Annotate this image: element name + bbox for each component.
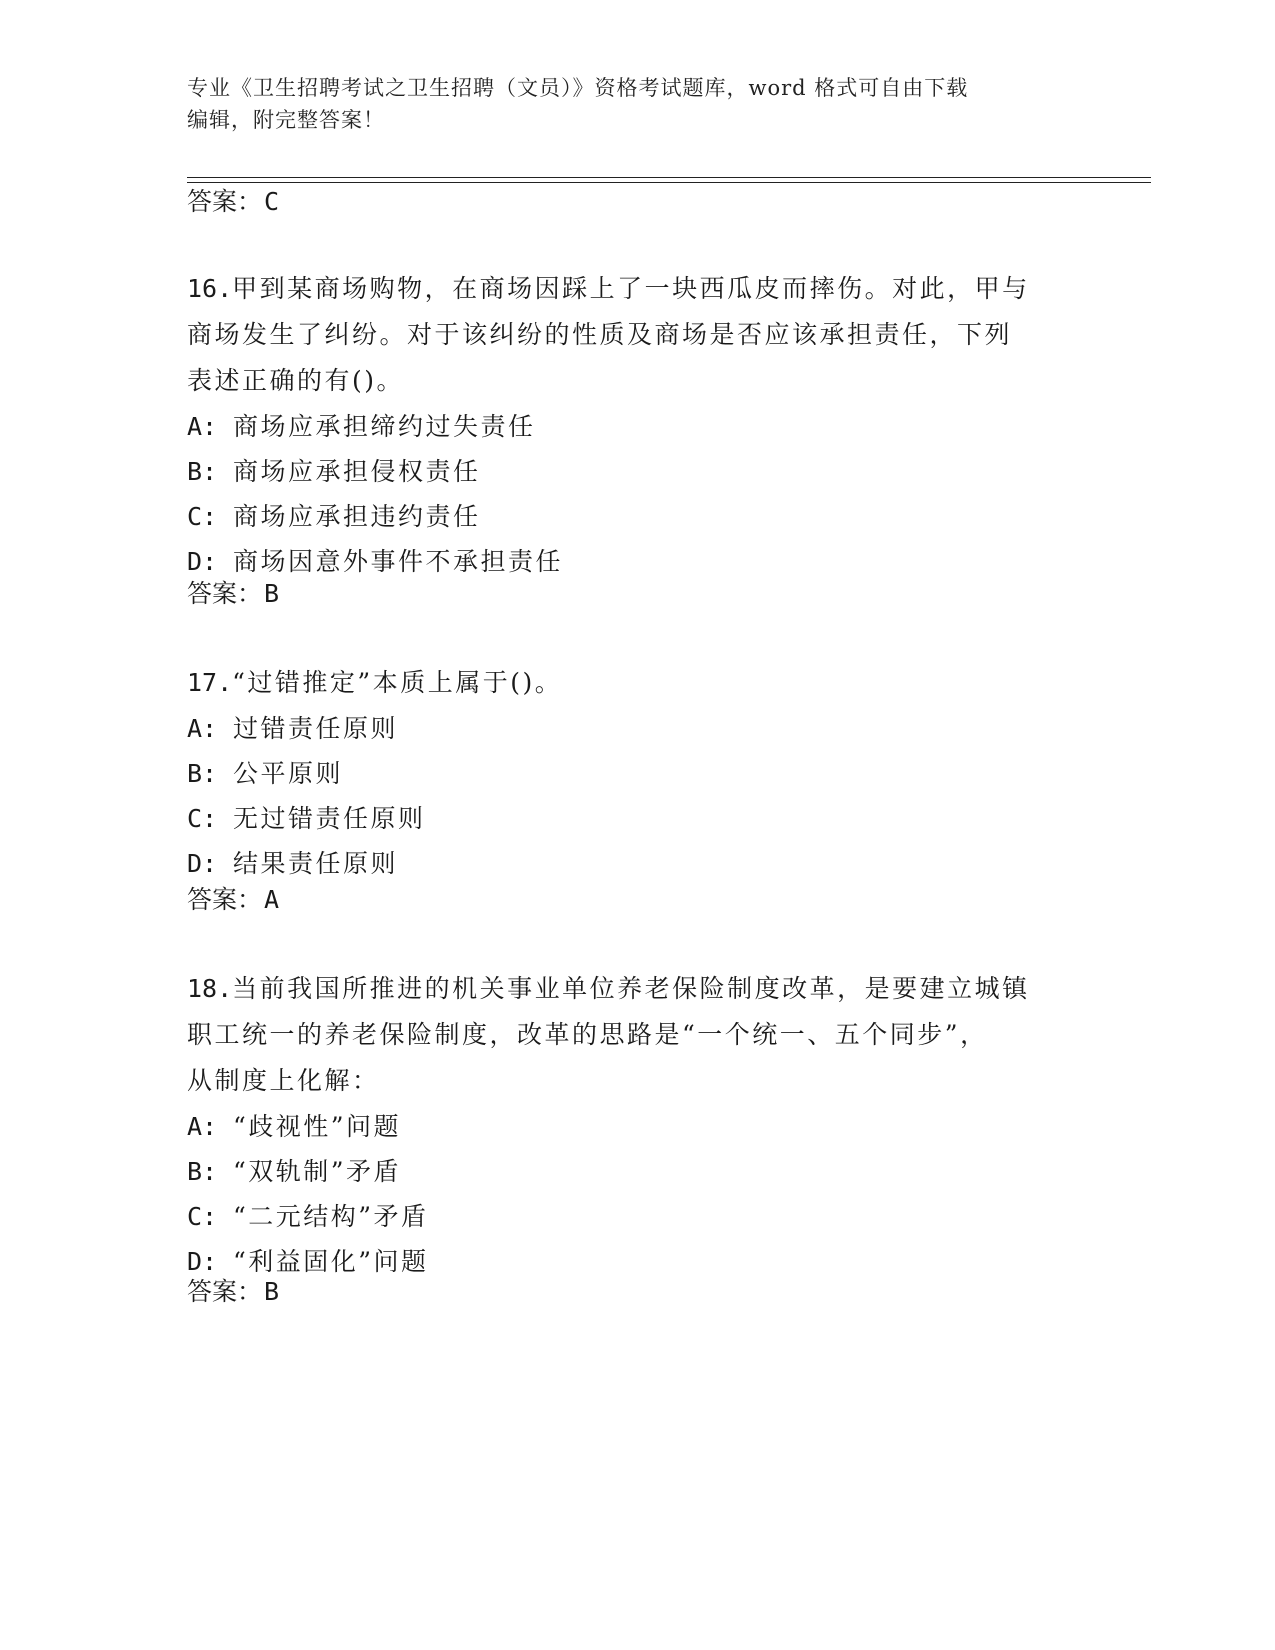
question-stem xyxy=(187,966,1087,1012)
option-text: “利益固化”问题 xyxy=(233,1247,429,1276)
question-stem xyxy=(187,660,1087,706)
option-c xyxy=(187,494,1087,539)
option-text: 商场应承担侵权责任 xyxy=(233,457,481,486)
question-line: 甲到某商场购物，在商场因踩上了一块西瓜皮而摔伤。对此，甲与 xyxy=(232,274,1030,303)
option-text: “歧视性”问题 xyxy=(233,1112,402,1141)
answer-18 xyxy=(187,1276,279,1308)
option-key: B: xyxy=(187,457,218,486)
option-a xyxy=(187,706,1087,751)
option-b xyxy=(187,449,1087,494)
answer-value: B xyxy=(264,579,280,608)
option-text: 商场应承担违约责任 xyxy=(233,502,481,531)
answer-value: C xyxy=(264,187,280,216)
option-key: D: xyxy=(187,547,218,576)
option-text: 无过错责任原则 xyxy=(233,804,426,833)
option-c xyxy=(187,796,1087,841)
option-key: D: xyxy=(187,849,218,878)
question-number: 18. xyxy=(187,974,233,1003)
option-text: 结果责任原则 xyxy=(233,849,399,878)
option-key: D: xyxy=(187,1247,218,1276)
answer-label: 答案： xyxy=(187,1277,263,1306)
option-key: B: xyxy=(187,1157,218,1186)
question-number: 17. xyxy=(187,668,233,697)
question-line: 职工统一的养老保险制度，改革的思路是“一个统一、五个同步”， xyxy=(187,1020,988,1049)
option-key: C: xyxy=(187,804,218,833)
answer-previous xyxy=(187,186,279,218)
question-18 xyxy=(187,966,1087,1284)
option-b xyxy=(187,751,1087,796)
option-d xyxy=(187,1239,1087,1284)
option-text: 过错责任原则 xyxy=(233,714,399,743)
question-17 xyxy=(187,660,1087,886)
header-line-1: 专业《卫生招聘考试之卫生招聘（文员）》资格考试题库，word 格式可自由下载 xyxy=(187,76,969,100)
question-stem xyxy=(187,266,1087,312)
option-text: “双轨制”矛盾 xyxy=(233,1157,402,1186)
question-16 xyxy=(187,266,1087,584)
question-line: 从制度上化解： xyxy=(187,1066,380,1095)
answer-value: A xyxy=(264,885,280,914)
header-line-2: 编辑，附完整答案！ xyxy=(187,108,385,132)
option-d xyxy=(187,539,1087,584)
option-b xyxy=(187,1149,1087,1194)
answer-value: B xyxy=(264,1277,280,1306)
option-key: C: xyxy=(187,502,218,531)
option-key: A: xyxy=(187,412,218,441)
header-divider-top xyxy=(187,177,1151,178)
option-a xyxy=(187,1104,1087,1149)
answer-17 xyxy=(187,884,279,916)
option-c xyxy=(187,1194,1087,1239)
option-a xyxy=(187,404,1087,449)
answer-label: 答案： xyxy=(187,885,263,914)
option-key: A: xyxy=(187,714,218,743)
answer-label: 答案： xyxy=(187,579,263,608)
option-text: 公平原则 xyxy=(233,759,344,788)
option-text: 商场因意外事件不承担责任 xyxy=(233,547,564,576)
option-key: A: xyxy=(187,1112,218,1141)
header-divider-bottom xyxy=(187,182,1151,183)
document-header xyxy=(187,72,1087,136)
option-d xyxy=(187,841,1087,886)
option-key: C: xyxy=(187,1202,218,1231)
answer-16 xyxy=(187,578,279,610)
option-text: 商场应承担缔约过失责任 xyxy=(233,412,536,441)
question-line: 商场发生了纠纷。对于该纠纷的性质及商场是否应该承担责任，下列 xyxy=(187,320,1013,349)
question-line: 表述正确的有()。 xyxy=(187,366,405,395)
option-key: B: xyxy=(187,759,218,788)
answer-label: 答案： xyxy=(187,187,263,216)
question-line: 当前我国所推进的机关事业单位养老保险制度改革，是要建立城镇 xyxy=(232,974,1030,1003)
question-number: 16. xyxy=(187,274,233,303)
question-line: “过错推定”本质上属于()。 xyxy=(232,668,563,697)
option-text: “二元结构”矛盾 xyxy=(233,1202,429,1231)
